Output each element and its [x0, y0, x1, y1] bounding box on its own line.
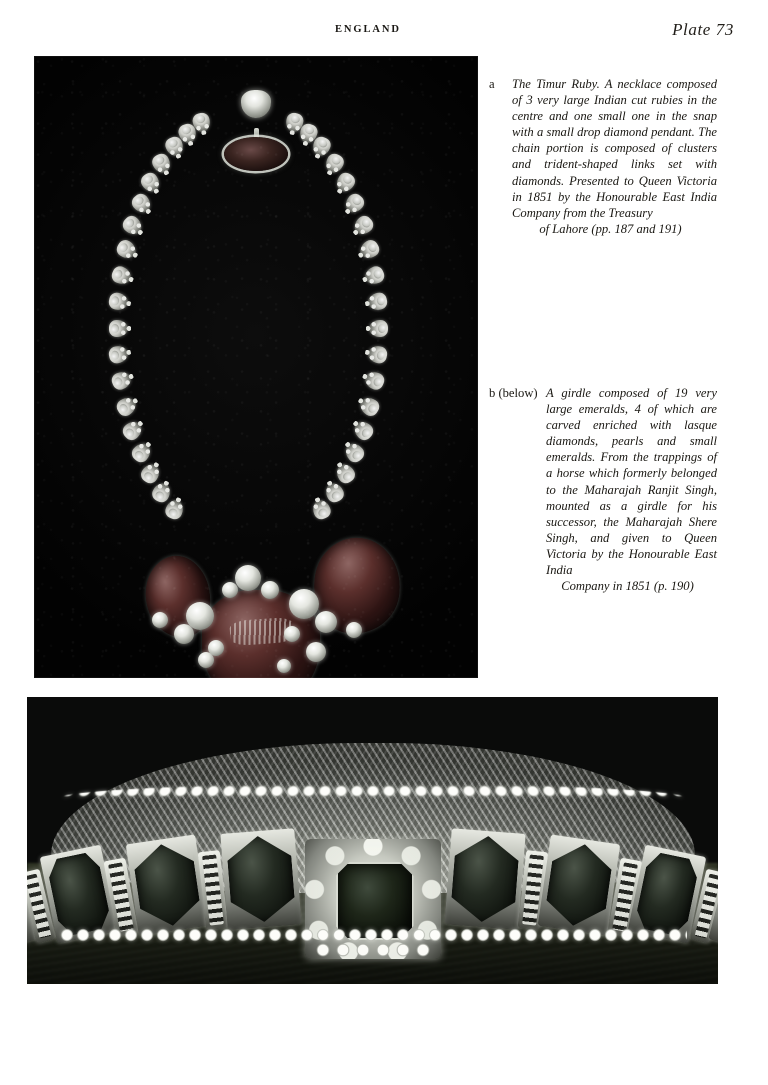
chain-link: [108, 344, 130, 364]
emerald-panel: [220, 828, 301, 930]
diamond-cluster: [346, 622, 362, 638]
chain-link: [357, 394, 382, 419]
diamond-cluster: [222, 582, 238, 598]
emerald-panel: [444, 828, 525, 930]
running-head-section: ENGLAND: [335, 24, 401, 35]
diamond-cluster: [284, 626, 300, 642]
chain-link: [369, 320, 388, 337]
chain-link: [350, 213, 375, 238]
caption-b-text: A girdle composed of 19 very large emeralds, 4 of which are carved enriched with lasque diamonds, pearls and small emeralds. From the trappings of a horse which formerly belonged to the Maharajah Ranjit Singh, mounted as a girdle for his successor, the Maharajah Shere Singh, and given to Queen Victoria by the Honourable East India: [546, 386, 717, 578]
emerald-panel: [125, 835, 207, 936]
chain-link: [114, 394, 139, 419]
diamond-cluster: [235, 565, 261, 591]
emerald-stone: [633, 851, 700, 938]
emerald-stone: [449, 834, 520, 925]
chain-link: [109, 320, 128, 337]
diamond-cluster: [315, 611, 337, 633]
necklace-snap-with-small-ruby: [224, 137, 288, 171]
chain-link: [366, 344, 388, 364]
caption-a-marker: a: [489, 77, 495, 91]
chain-link: [366, 291, 388, 311]
caption-b-marker: b (below): [489, 386, 538, 400]
emerald-stone: [225, 834, 296, 925]
emerald-stone: [45, 851, 112, 938]
diamond-cluster: [152, 612, 168, 628]
chain-link: [110, 264, 134, 287]
chain-link: [120, 213, 145, 238]
chain-link: [362, 264, 386, 287]
caption-b-body: [546, 385, 717, 594]
diamond-cluster: [306, 642, 326, 662]
diamond-cluster: [261, 581, 279, 599]
diamond-cluster: [174, 624, 194, 644]
chain-link: [114, 238, 139, 263]
caption-a-last-line: of Lahore (pp. 187 and 191): [539, 221, 682, 236]
chain-link: [362, 369, 386, 392]
diamond-cluster: [198, 652, 214, 668]
plate-number-label: Plate 73: [672, 20, 734, 39]
chain-link: [108, 291, 130, 311]
pearl-drops-centre: [313, 943, 433, 961]
necklace-illustration: [34, 56, 478, 678]
emerald-stone: [543, 841, 614, 931]
chain-link: [357, 238, 382, 263]
caption-a: [489, 76, 717, 237]
caption-a-body: [512, 76, 717, 237]
diamond-cluster: [277, 659, 291, 673]
chain-link: [110, 369, 134, 392]
pearl-border-lower: [59, 927, 687, 943]
diamond-cluster: [289, 589, 319, 619]
chain-link: [120, 418, 145, 443]
plate-a-photo-necklace: [34, 56, 478, 678]
caption-b-last-line: Company in 1851 (p. 190): [561, 579, 694, 594]
running-head: [34, 20, 734, 42]
emerald-stone: [131, 841, 202, 931]
caption-b: [489, 385, 717, 594]
chain-link: [350, 418, 375, 443]
girdle-illustration: [43, 737, 703, 963]
chain-link: [342, 190, 367, 215]
emerald-panel: [537, 835, 619, 936]
plate-b-photo-girdle: [27, 697, 718, 984]
caption-a-text: The Timur Ruby. A necklace composed of 3 very large Indian cut rubies in the centre and one small one in the snap with a small drop diamond pendant. The chain portion is composed of clusters and trident-shaped links set with diamonds. Presented to Queen Victoria in 1851 by the Honourable East India Company from the Treasury: [512, 77, 717, 220]
necklace-chain: [118, 108, 378, 548]
